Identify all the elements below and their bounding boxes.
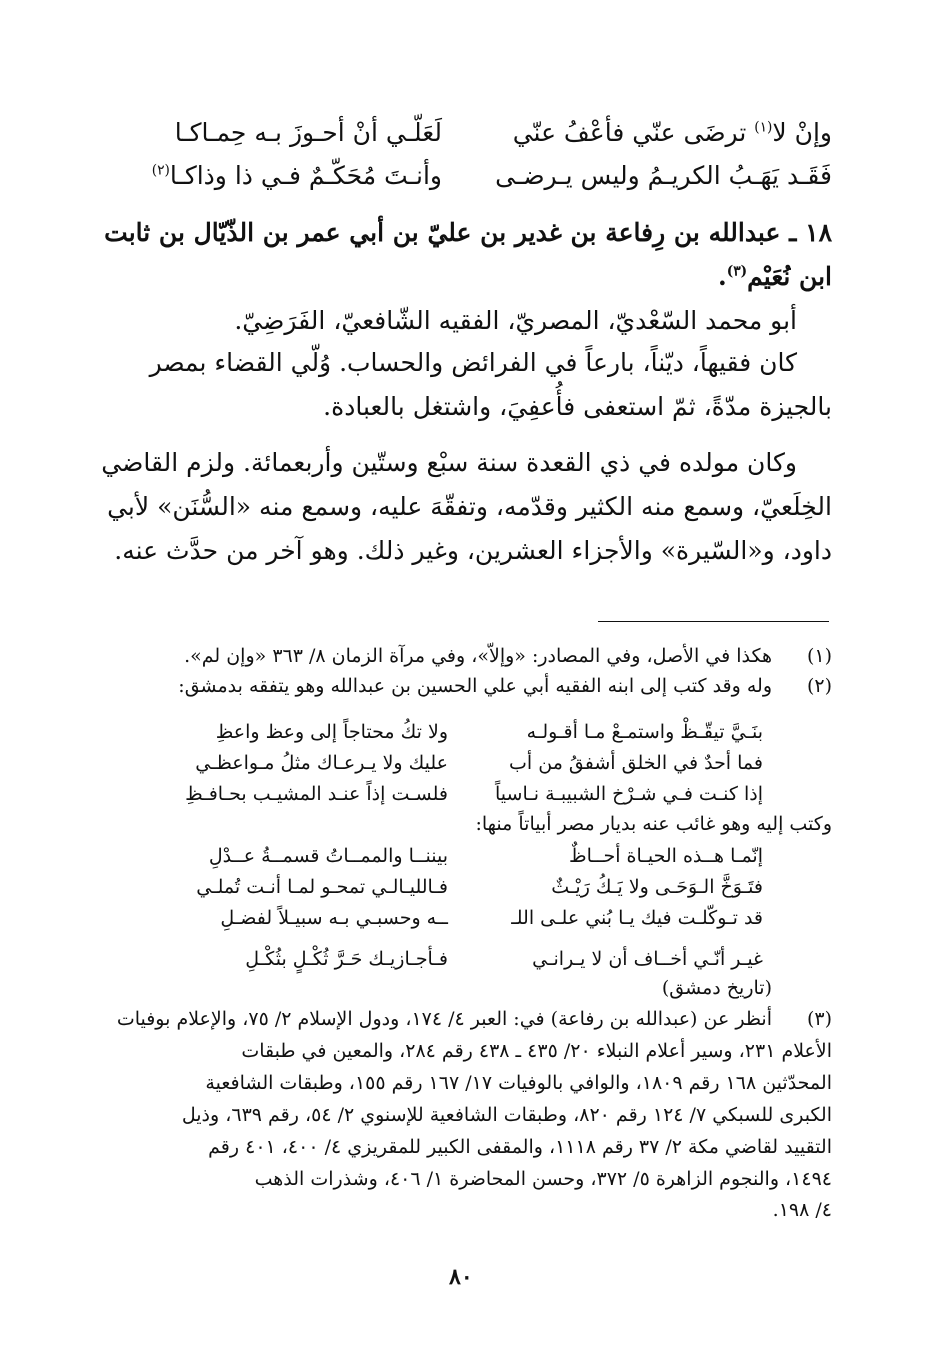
poem1-line3-left: فلسـت إذاً عنـد المشيـب بحـافـظِ xyxy=(185,783,448,805)
footnote-2-source: (تاريخ دمشق) xyxy=(661,977,772,999)
footnote-separator xyxy=(598,621,829,622)
poem-line2-right-hemistich: فَقَـد يَهَـبُ الكريـمُ وليس يـرضـى xyxy=(495,161,832,190)
entry-heading-line2: ابن نُعَيْم$^{(٣)}$. xyxy=(718,262,832,291)
footnote-3-line4: الكبرى للسبكي ٧/ ١٢٤ رقم ٨٢٠، وطبقات الشافعية للإسنوي ٢/ ٥٤، رقم ٦٣٩، وذيل xyxy=(181,1104,832,1126)
footnote-3-number: (٣) xyxy=(806,1008,832,1030)
poem2-line2-right: فتَـوَخَّ الـوَحَـى ولا يَـكُ رَيْـثٌ xyxy=(551,876,763,898)
footnote-1-number: (١) xyxy=(806,645,832,667)
poem-line1-right-hemistich: وإنْ لا$^{(١)}$ ترضَى عنّي فأعْفُ عنّي xyxy=(512,118,832,147)
footnote-2-intro2: وكتب إليه وهو غائب عنه بديار مصر أبياتاً منها: xyxy=(475,813,832,835)
poem2-line3-left: ــه وحسبـي بـه سبيـلاً لفضـلِ xyxy=(220,907,448,929)
footnote-2-intro: وله وقد كتب إلى ابنه الفقيه أبي علي الحسين بن عبدالله وهو يتفقه بدمشق: xyxy=(178,675,772,697)
footnote-2-number: (٢) xyxy=(806,675,832,697)
poem1-line2-right: فما أحدٌ في الخلق أشفقُ من أب xyxy=(509,752,763,774)
poem2-line1-left: بيننــا والممــاتُ قسمــةُ عــدْلِ xyxy=(208,845,448,867)
footnote-marker-1[interactable]: (١) xyxy=(754,119,773,136)
para1-line2: بالجيزة مدّةً، ثمّ استعفى فأُعفِيَ، واشتغل بالعبادة. xyxy=(323,392,832,421)
footnote-3-line2: الأعلام ٢٣١، وسير أعلام النبلاء ٢٠/ ٤٣٥ ـ ٤٣٨ رقم ٢٨٤، والمعين في طبقات xyxy=(241,1040,832,1062)
poem2-line3-right: قد تـوكّلـت فيك يـا بُني علـى اللـ xyxy=(511,907,763,929)
footnote-3-line1: أنظر عن (عبدالله بن رفاعة) في: العبر ٤/ ١٧٤، ودول الإسلام ٢/ ٧٥، والإعلام بوفيات xyxy=(116,1008,772,1030)
para2-line1: وكان مولده في ذي القعدة سنة سبْع وستّين وأربعمائة. ولزم القاضي xyxy=(101,448,797,477)
para1-line1: كان فقيهاً، ديّناً، بارعاً في الفرائض والحساب. وُلّي القضاء بمصر xyxy=(149,348,797,377)
para2-line2: الخِلَعيّ، وسمع منه الكثير وقدّمه، وتفقّهَ عليه، وسمع منه «السُّنَن» لأبي xyxy=(107,492,832,521)
poem1-line2-left: عليك ولا يـرعـاك مثلُ مـواعظـي xyxy=(195,752,448,774)
page-number: ٨٠ xyxy=(449,1264,473,1290)
poem1-line1-right: بنَـيَّ تيقّـظْ واستمـعْ مـا أقـولـه xyxy=(526,721,763,743)
poem-line1-left-hemistich: لَعَلّـي أنْ أحـوزَ بـه حِمـاكـا xyxy=(174,118,442,147)
footnote-3-line5: التقييد لقاضي مكة ٢/ ٣٧ رقم ١١١٨، والمقفى الكبير للمقريزي ٤/ ٤٠٠، ٤٠١ رقم xyxy=(208,1136,832,1158)
poem2-line4-right: غيـر أنّـي أخــاف أن لا يـرانـي xyxy=(532,948,763,970)
footnote-3-line6: ١٤٩٤، والنجوم الزاهرة ٥/ ٣٧٢، وحسن المحاضرة ١/ ٤٠٦، وشذرات الذهب xyxy=(254,1168,832,1190)
poem2-line2-left: فـالليـالـي تمحـو لمـا أنـت تُملـي xyxy=(196,876,448,898)
poem2-line4-left: فـأجـازيـك حَـرَّ ثُكْـلٍ بثُكْـلِ xyxy=(245,948,448,970)
poem-line2-left-hemistich: وأنـتَ مُحَكّـمٌ فـي ذا وذاكـا$^{(٢)}$ xyxy=(151,161,442,190)
footnote-marker-2[interactable]: (٢) xyxy=(151,162,170,179)
poem1-line3-right: إذا كنـت فـي شـرْخ الشبيبـة نـاسياً xyxy=(495,783,763,805)
footnote-1-text: هكذا في الأصل، وفي المصادر: «وإلاّ»، وفي مرآة الزمان ٨/ ٣٦٣ «وإن لم». xyxy=(184,645,772,667)
footnote-3-line3: المحدّثين ١٦٨ رقم ١٨٠٩، والوافي بالوفيات ١٧/ ١٦٧ رقم ١٥٥، وطبقات الشافعية xyxy=(205,1072,832,1094)
poem1-line1-left: ولا تكُ محتاجاً إلى وعظ واعظِ xyxy=(215,721,448,743)
para2-line3: داود، و«السّيرة» والأجزاء العشرين، وغير ذلك. وهو آخر من حدَّث عنه. xyxy=(114,536,832,565)
footnote-marker-3[interactable]: (٣) xyxy=(726,263,748,280)
footnote-3-line7: ٤/ ١٩٨. xyxy=(772,1199,832,1221)
poem2-line1-right: إنّمـا هــذه الحيـاة أحــاظٌ xyxy=(569,845,763,867)
entry-heading-line1: ١٨ ـ عبدالله بن رِفاعة بن غدير بن عليّ بن أبي عمر بن الذّيّال بن ثابت xyxy=(104,218,832,247)
entry-kunya: أبو محمد السّعْديّ، المصريّ، الفقيه الشّافعيّ، الفَرَضِيّ. xyxy=(234,306,797,335)
